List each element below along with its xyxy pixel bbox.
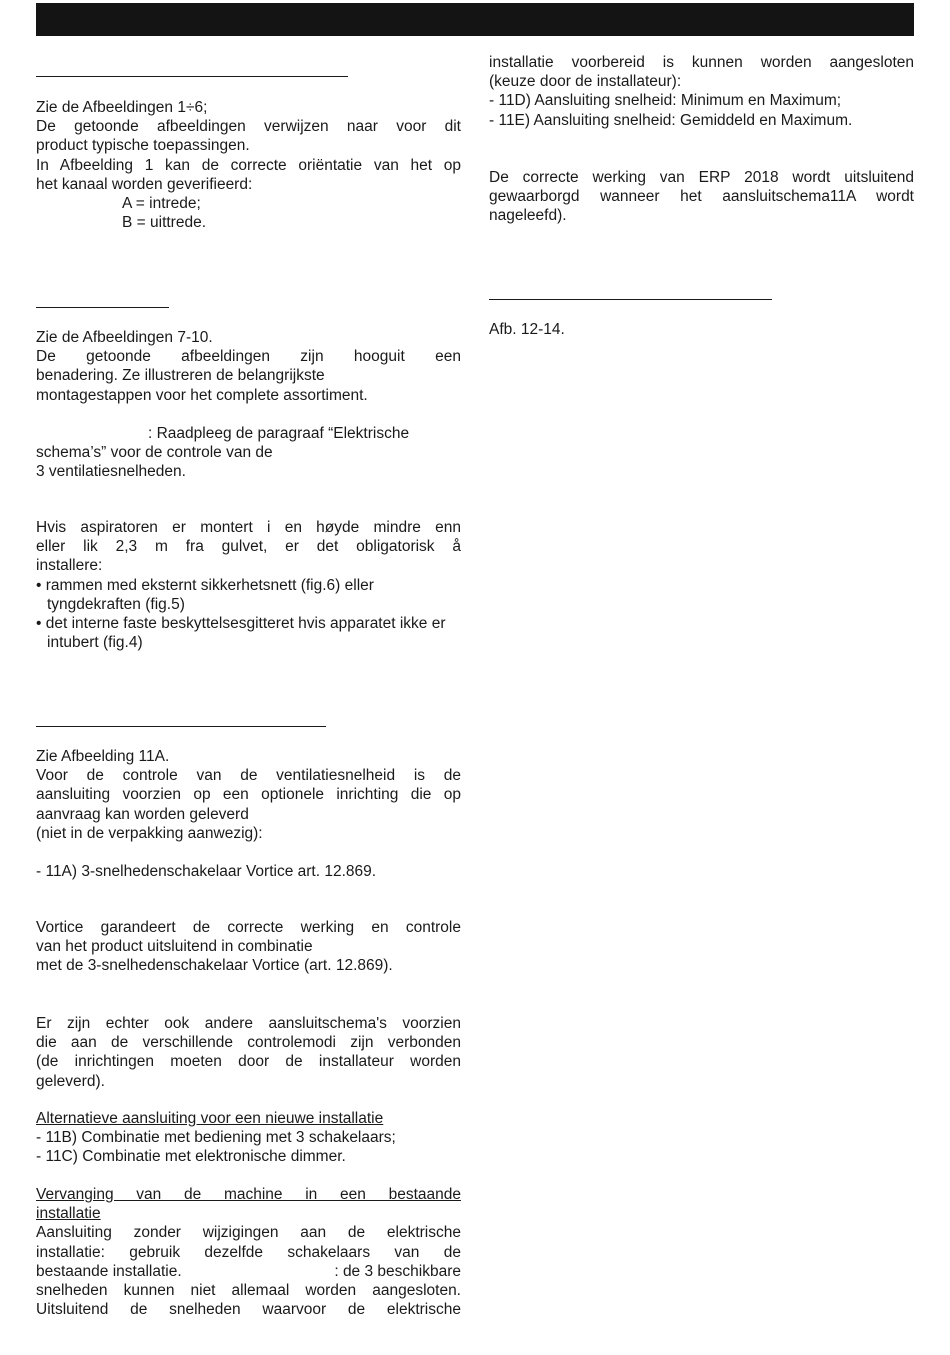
text-line [36, 1262, 461, 1281]
spacer [36, 405, 461, 424]
text-segment: : de 3 beschikbare [334, 1262, 461, 1280]
text-line: aanvraag kan worden geleverd [36, 805, 249, 823]
text-line: Aansluiting zonder wijzigingen aan de elektrische [36, 1224, 461, 1242]
subheading: Alternatieve aansluiting voor een nieuwe installatie [36, 1110, 384, 1127]
text-line: (de inrichtingen moeten door de installateur worden [36, 1053, 461, 1071]
text-line: In Afbeelding 1 kan de correcte oriëntatie van het op [36, 156, 461, 174]
subheading: Vervanging van de machine in een bestaande [36, 1186, 461, 1203]
heading-rule-electrical [36, 726, 326, 727]
header-bar [36, 3, 914, 36]
text-line: montagestappen voor het complete assortiment. [36, 386, 368, 404]
section-installation [36, 98, 461, 232]
text-line: gewaarborgd wanneer het aansluitschema11A wordt [489, 188, 914, 206]
section-electrical [36, 747, 461, 881]
text-line: (keuze door de installateur): [489, 73, 682, 91]
section-replacement [36, 1185, 461, 1319]
text-line: Hvis aspiratoren er montert i en høyde mindre enn [36, 519, 461, 536]
text-line: aansluiting voorzien op een optionele inrichting die op [36, 786, 461, 804]
text-line: De getoonde afbeeldingen zijn hooguit een [36, 348, 461, 366]
text-line: - 11A) 3-snelhedenschakelaar Vortice art. 12.869. [36, 863, 377, 881]
heading-rule-maintenance [489, 299, 772, 300]
section-guarantee [36, 918, 461, 976]
section-continued [489, 53, 914, 130]
spacer [36, 843, 461, 862]
text-line: - 11E) Aansluiting snelheid: Gemiddeld en Maximum. [489, 111, 853, 129]
section-new-installation [36, 1109, 461, 1167]
text-line: met de 3-snelhedenschakelaar Vortice (art. 12.869). [36, 957, 393, 975]
text-line: benadering. Ze illustreren de belangrijkste [36, 367, 325, 385]
text-line: installere: [36, 557, 103, 575]
heading-rule-mounting [36, 307, 169, 308]
text-line: B = uittrede. [122, 214, 207, 232]
text-line: Zie de Afbeeldingen 1÷6; [36, 99, 208, 116]
text-line: schema’s” voor de controle van de [36, 444, 273, 462]
text-segment: bestaande installatie. [36, 1262, 182, 1280]
text-line: Uitsluitend de snelheden waarvoor de elektrische [36, 1301, 461, 1319]
text-line: A = intrede; [122, 195, 201, 213]
section-mounting [36, 328, 461, 482]
text-line: - 11B) Combinatie met bediening met 3 schakelaars; [36, 1129, 396, 1147]
text-line: het kanaal worden geverifieerd: [36, 175, 253, 193]
text-line: Er zijn echter ook andere aansluitschema's voorzien [36, 1015, 461, 1032]
text-line: Vortice garandeert de correcte werking en controle [36, 919, 461, 936]
text-line: - 11C) Combinatie met elektronische dimmer. [36, 1148, 346, 1166]
text-line: 3 ventilatiesnelheden. [36, 463, 186, 481]
text-line: installatie voorbereid is kunnen worden aangesloten [489, 54, 914, 71]
bullet-item: • rammen med eksternt sikkerhetsnett (fig.6) eller tyngdekraften (fig.5) [36, 576, 374, 613]
text-line: Zie de Afbeeldingen 7-10. [36, 329, 213, 346]
text-line: eller lik 2,3 m fra gulvet, er det obligatorisk å [36, 538, 461, 556]
text-line: - 11D) Aansluiting snelheid: Minimum en Maximum; [489, 92, 842, 110]
text-line: van het product uitsluitend in combinatie [36, 938, 313, 956]
text-line: installatie: gebruik dezelfde schakelaars van de [36, 1243, 461, 1261]
text-line: die aan de verschillende controlemodi zijn verbonden [36, 1034, 461, 1052]
text-line: De getoonde afbeeldingen verwijzen naar voor dit [36, 118, 461, 136]
text-line: : Raadpleeg de paragraaf “Elektrische [148, 425, 410, 442]
text-line: Afb. 12-14. [489, 321, 565, 338]
section-safety [36, 518, 461, 652]
text-line: Voor de controle van de ventilatiesnelheid is de [36, 767, 461, 785]
subheading: installatie [36, 1205, 101, 1223]
section-erp [489, 168, 914, 226]
section-other-schemes [36, 1014, 461, 1091]
text-line: nageleefd). [489, 207, 567, 225]
section-maintenance [489, 320, 914, 339]
text-line: product typische toepassingen. [36, 137, 250, 155]
bullet-item: • det interne faste beskyttelsesgitteret hvis apparatet ikke er intubert (fig.4) [36, 615, 446, 652]
text-line: De correcte werking van ERP 2018 wordt uitsluitend [489, 169, 914, 186]
text-line: geleverd). [36, 1072, 105, 1090]
heading-rule-installation [36, 76, 348, 77]
text-line: snelheden kunnen niet allemaal worden aangesloten. [36, 1282, 461, 1300]
text-line: (niet in de verpakking aanwezig): [36, 824, 263, 842]
text-line: Zie Afbeelding 11A. [36, 748, 170, 765]
